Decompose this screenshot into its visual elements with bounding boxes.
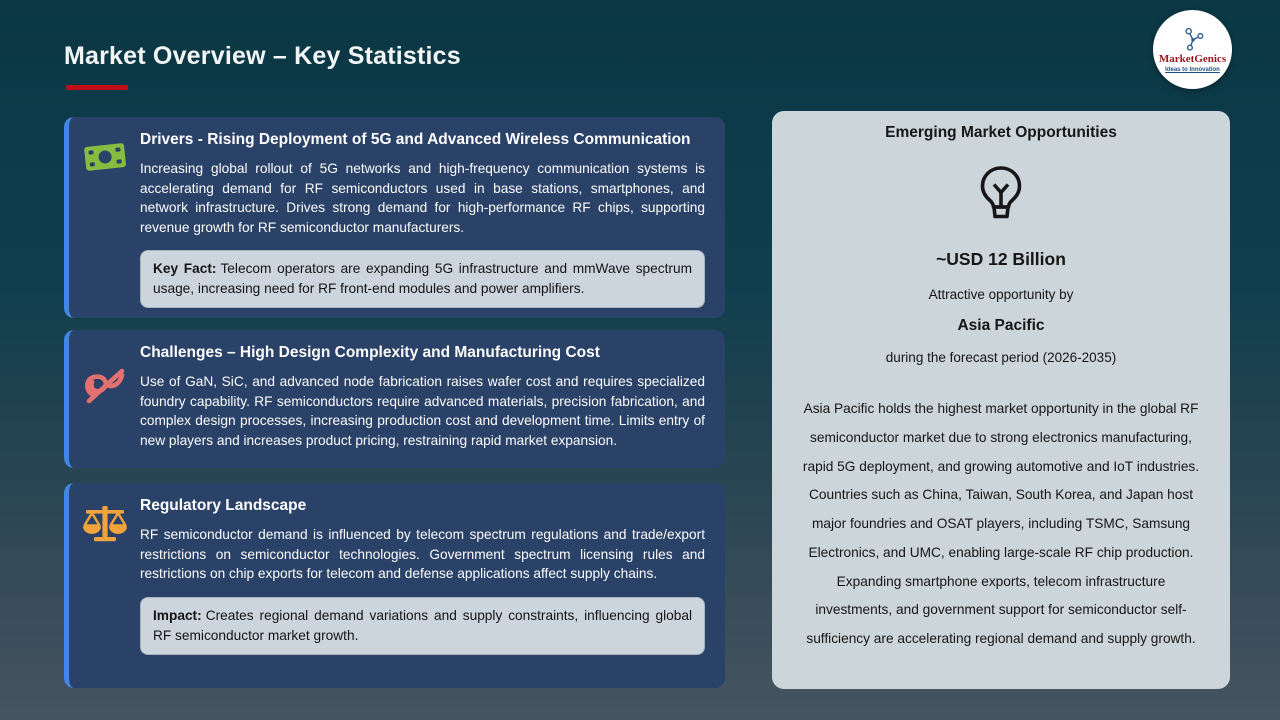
regulatory-icon-column bbox=[69, 495, 140, 676]
challenges-content bbox=[140, 342, 705, 456]
challenges-icon-column bbox=[69, 342, 140, 456]
key-fact-text: Telecom operators are expanding 5G infrastructure and mmWave spectrum usage, increasing need for RF front-end modules and power amplifiers. bbox=[153, 261, 692, 297]
knot-icon bbox=[82, 364, 128, 408]
challenges-title: Challenges – High Design Complexity and Manufacturing Cost bbox=[140, 344, 600, 361]
drivers-content bbox=[140, 129, 705, 306]
opportunity-value: ~USD 12 Billion bbox=[936, 249, 1066, 269]
drivers-body: Increasing global rollout of 5G networks and high-frequency communication systems is accelerating demand for RF semiconductors used in base stations, smartphones, and network infrastructure. Drives strong demand for high-performance RF chips, supporting revenue growth for RF semiconductor manufacturers. bbox=[140, 161, 705, 235]
challenges-body: Use of GaN, SiC, and advanced node fabrication raises wafer cost and requires specialized foundry capability. RF semiconductors require advanced materials, precision fabrication, and complex design processes, increasing production cost and development time. Limits entry of new players and increases product pricing, restraining rapid market expansion. bbox=[140, 374, 705, 448]
page-title: Market Overview – Key Statistics bbox=[64, 42, 461, 70]
logo-tagline: Ideas to Innovation bbox=[1165, 66, 1220, 73]
drivers-title: Drivers - Rising Deployment of 5G and Advanced Wireless Communication bbox=[140, 131, 691, 148]
key-statistics-cards bbox=[64, 117, 725, 688]
title-underline bbox=[66, 85, 128, 90]
regulatory-card bbox=[64, 483, 725, 688]
opportunity-region: Asia Pacific bbox=[957, 317, 1045, 334]
opportunity-period: during the forecast period (2026-2035) bbox=[885, 350, 1117, 365]
key-fact-label: Key Fact: bbox=[153, 261, 217, 277]
impact-label: Impact: bbox=[153, 607, 202, 623]
lightbulb-icon bbox=[972, 163, 1030, 225]
money-icon bbox=[80, 135, 130, 177]
impact-box bbox=[140, 597, 705, 655]
challenges-card bbox=[64, 330, 725, 468]
molecule-icon bbox=[1180, 26, 1206, 52]
opportunity-description: Asia Pacific holds the highest market opportunity in the global RF semiconductor market due to strong electronics manufacturing, rapid 5G deployment, and growing automotive and IoT industries. Countries such as China, Taiwan, South Korea, and Japan host major foundries and OSAT players, including TSMC, Samsung Electronics, and UMC, enabling large-scale RF chip production. Expanding smartphone exports, telecom infrastructure investments, and government support for semiconductor self-sufficiency are accelerating regional demand and supply growth. bbox=[802, 401, 1200, 647]
logo bbox=[1153, 10, 1232, 89]
key-fact-box bbox=[140, 250, 705, 308]
drivers-card bbox=[64, 117, 725, 318]
opportunity-panel bbox=[772, 111, 1230, 689]
drivers-icon-column bbox=[69, 129, 140, 306]
opportunity-subtitle: Attractive opportunity by bbox=[928, 287, 1074, 302]
opportunity-panel-title: Emerging Market Opportunities bbox=[885, 124, 1117, 141]
regulatory-title: Regulatory Landscape bbox=[140, 497, 307, 514]
logo-name: MarketGenics bbox=[1158, 53, 1227, 66]
regulatory-body: RF semiconductor demand is influenced by telecom spectrum regulations and trade/export restrictions on semiconductor technologies. Government spectrum licensing rules and restrictions on chip exports for telecom and defense applications affect supply chains. bbox=[140, 527, 705, 582]
scales-icon bbox=[82, 503, 128, 547]
impact-text: Creates regional demand variations and supply constraints, influencing global RF semiconductor market growth. bbox=[153, 607, 692, 643]
regulatory-content bbox=[140, 495, 705, 676]
